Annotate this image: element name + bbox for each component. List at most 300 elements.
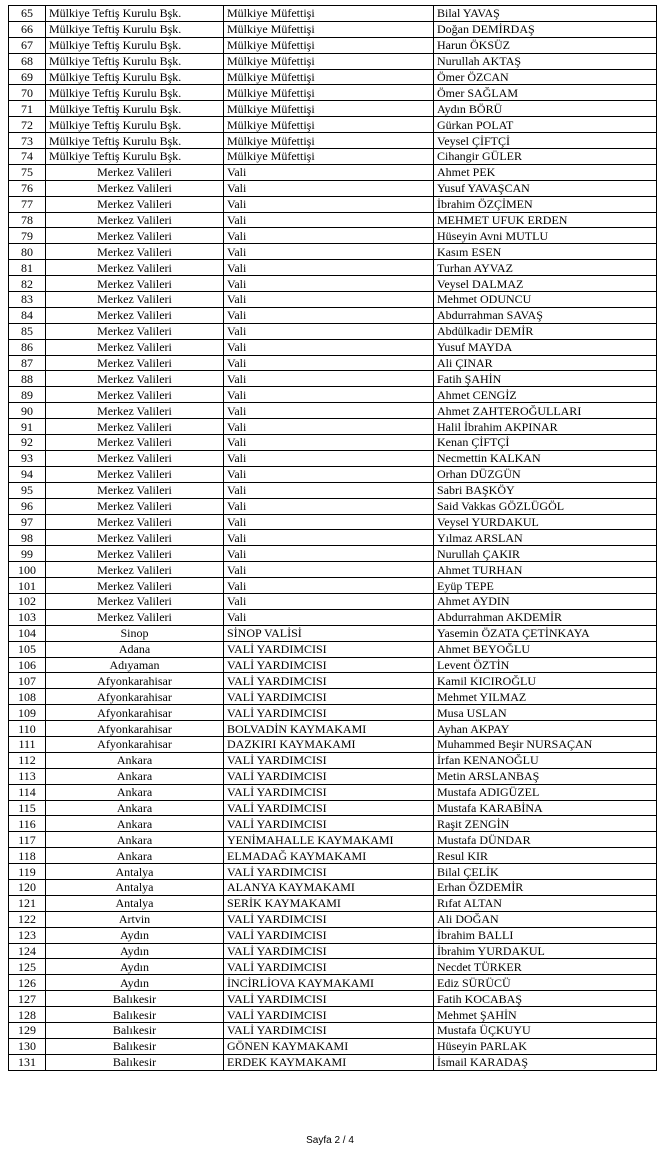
name-cell: Musa USLAN [434,705,657,721]
position-cell: Vali [224,403,434,419]
position-cell: VALİ YARDIMCISI [224,705,434,721]
name-cell: Nurullah ÇAKIR [434,546,657,562]
position-cell: Mülkiye Müfettişi [224,149,434,165]
row-number-cell: 101 [9,578,46,594]
position-cell: Vali [224,435,434,451]
table-row [9,673,657,689]
name-cell: Necdet TÜRKER [434,959,657,975]
row-number-cell: 110 [9,721,46,737]
table-row [9,1007,657,1023]
unit-cell: Balıkesir [46,1007,224,1023]
name-cell: Ediz SÜRÜCÜ [434,975,657,991]
position-cell: SERİK KAYMAKAMI [224,895,434,911]
name-cell: Hüseyin PARLAK [434,1038,657,1054]
row-number-cell: 75 [9,164,46,180]
unit-cell: Afyonkarahisar [46,736,224,752]
name-cell: İsmail KARADAŞ [434,1054,657,1070]
name-cell: Erhan ÖZDEMİR [434,879,657,895]
position-cell: Vali [224,276,434,292]
unit-cell: Ankara [46,800,224,816]
table-row [9,260,657,276]
table-row [9,562,657,578]
unit-cell: Aydın [46,943,224,959]
unit-cell: Merkez Valileri [46,403,224,419]
position-cell: VALİ YARDIMCISI [224,641,434,657]
unit-cell: Ankara [46,816,224,832]
row-number-cell: 108 [9,689,46,705]
position-cell: Vali [224,593,434,609]
row-number-cell: 130 [9,1038,46,1054]
position-cell: DAZKIRI KAYMAKAMI [224,736,434,752]
table-row [9,657,657,673]
table-row [9,689,657,705]
row-number-cell: 65 [9,6,46,22]
position-cell: VALİ YARDIMCISI [224,800,434,816]
position-cell: BOLVADİN KAYMAKAMI [224,721,434,737]
name-cell: Nurullah AKTAŞ [434,53,657,69]
table-row [9,180,657,196]
table-row [9,975,657,991]
position-cell: VALİ YARDIMCISI [224,911,434,927]
table-row [9,832,657,848]
table-row [9,609,657,625]
table-row [9,244,657,260]
position-cell: GÖNEN KAYMAKAMI [224,1038,434,1054]
personnel-table [8,5,657,1071]
position-cell: VALİ YARDIMCISI [224,768,434,784]
position-cell: Vali [224,387,434,403]
position-cell: Vali [224,419,434,435]
name-cell: Ahmet AYDIN [434,593,657,609]
unit-cell: Merkez Valileri [46,371,224,387]
unit-cell: Merkez Valileri [46,164,224,180]
row-number-cell: 89 [9,387,46,403]
unit-cell: Merkez Valileri [46,244,224,260]
unit-cell: Merkez Valileri [46,530,224,546]
row-number-cell: 99 [9,546,46,562]
position-cell: Mülkiye Müfettişi [224,37,434,53]
table-row [9,800,657,816]
table-row [9,736,657,752]
unit-cell: Merkez Valileri [46,228,224,244]
position-cell: Vali [224,466,434,482]
name-cell: Mustafa ADIGÜZEL [434,784,657,800]
row-number-cell: 71 [9,101,46,117]
name-cell: Kenan ÇİFTÇİ [434,435,657,451]
unit-cell: Merkez Valileri [46,578,224,594]
name-cell: MEHMET UFUK ERDEN [434,212,657,228]
unit-cell: Merkez Valileri [46,466,224,482]
name-cell: Yusuf YAVAŞCAN [434,180,657,196]
name-cell: Mehmet ODUNCU [434,292,657,308]
position-cell: Vali [224,498,434,514]
row-number-cell: 66 [9,21,46,37]
name-cell: Ahmet TURHAN [434,562,657,578]
position-cell: Vali [224,514,434,530]
table-row [9,1023,657,1039]
unit-cell: Artvin [46,911,224,927]
table-row [9,276,657,292]
row-number-cell: 78 [9,212,46,228]
row-number-cell: 116 [9,816,46,832]
position-cell: Vali [224,609,434,625]
position-cell: VALİ YARDIMCISI [224,657,434,673]
row-number-cell: 83 [9,292,46,308]
position-cell: Mülkiye Müfettişi [224,101,434,117]
name-cell: Hüseyin Avni MUTLU [434,228,657,244]
row-number-cell: 82 [9,276,46,292]
row-number-cell: 100 [9,562,46,578]
name-cell: İbrahim YURDAKUL [434,943,657,959]
unit-cell: Merkez Valileri [46,498,224,514]
row-number-cell: 126 [9,975,46,991]
row-number-cell: 67 [9,37,46,53]
row-number-cell: 104 [9,625,46,641]
table-row [9,514,657,530]
unit-cell: Merkez Valileri [46,562,224,578]
unit-cell: Antalya [46,879,224,895]
position-cell: ELMADAĞ KAYMAKAMI [224,848,434,864]
row-number-cell: 81 [9,260,46,276]
table-row [9,784,657,800]
name-cell: Cihangir GÜLER [434,149,657,165]
position-cell: İNCİRLİOVA KAYMAKAMI [224,975,434,991]
unit-cell: Merkez Valileri [46,387,224,403]
row-number-cell: 112 [9,752,46,768]
name-cell: Fatih KOCABAŞ [434,991,657,1007]
table-row [9,530,657,546]
position-cell: Mülkiye Müfettişi [224,85,434,101]
name-cell: Turhan AYVAZ [434,260,657,276]
table-row [9,292,657,308]
row-number-cell: 109 [9,705,46,721]
unit-cell: Afyonkarahisar [46,705,224,721]
unit-cell: Ankara [46,832,224,848]
row-number-cell: 106 [9,657,46,673]
position-cell: ALANYA KAYMAKAMI [224,879,434,895]
row-number-cell: 102 [9,593,46,609]
table-row [9,1054,657,1070]
row-number-cell: 98 [9,530,46,546]
name-cell: Abdurrahman AKDEMİR [434,609,657,625]
table-row [9,943,657,959]
table-row [9,149,657,165]
page-number: Sayfa 2 / 4 [306,1135,354,1146]
table-row [9,768,657,784]
unit-cell: Mülkiye Teftiş Kurulu Bşk. [46,101,224,117]
row-number-cell: 123 [9,927,46,943]
position-cell: Mülkiye Müfettişi [224,133,434,149]
name-cell: Veysel DALMAZ [434,276,657,292]
name-cell: Aydın BÖRÜ [434,101,657,117]
name-cell: Fatih ŞAHİN [434,371,657,387]
table-row [9,641,657,657]
position-cell: Vali [224,180,434,196]
unit-cell: Antalya [46,895,224,911]
position-cell: Vali [224,212,434,228]
position-cell: Vali [224,482,434,498]
row-number-cell: 72 [9,117,46,133]
table-row [9,498,657,514]
position-cell: VALİ YARDIMCISI [224,927,434,943]
table-row [9,164,657,180]
table-row [9,705,657,721]
name-cell: Mustafa DÜNDAR [434,832,657,848]
row-number-cell: 117 [9,832,46,848]
name-cell: Abdurrahman SAVAŞ [434,307,657,323]
table-row [9,69,657,85]
table-row [9,593,657,609]
name-cell: Ahmet ZAHTEROĞULLARI [434,403,657,419]
unit-cell: Mülkiye Teftiş Kurulu Bşk. [46,117,224,133]
name-cell: Eyüp TEPE [434,578,657,594]
row-number-cell: 119 [9,864,46,880]
table-row [9,307,657,323]
position-cell: Vali [224,578,434,594]
unit-cell: Antalya [46,864,224,880]
name-cell: Gürkan POLAT [434,117,657,133]
table-row [9,371,657,387]
name-cell: Ali ÇINAR [434,355,657,371]
table-row [9,117,657,133]
position-cell: Vali [224,307,434,323]
position-cell: YENİMAHALLE KAYMAKAMI [224,832,434,848]
name-cell: Yusuf MAYDA [434,339,657,355]
row-number-cell: 91 [9,419,46,435]
row-number-cell: 120 [9,879,46,895]
row-number-cell: 127 [9,991,46,1007]
unit-cell: Merkez Valileri [46,546,224,562]
position-cell: VALİ YARDIMCISI [224,752,434,768]
table-row [9,752,657,768]
row-number-cell: 70 [9,85,46,101]
name-cell: Veysel YURDAKUL [434,514,657,530]
name-cell: İbrahim BALLI [434,927,657,943]
table-row [9,85,657,101]
row-number-cell: 122 [9,911,46,927]
position-cell: Vali [224,371,434,387]
position-cell: VALİ YARDIMCISI [224,673,434,689]
row-number-cell: 90 [9,403,46,419]
name-cell: Doğan DEMİRDAŞ [434,21,657,37]
position-cell: Vali [224,546,434,562]
row-number-cell: 128 [9,1007,46,1023]
unit-cell: Merkez Valileri [46,339,224,355]
table-row [9,959,657,975]
name-cell: Necmettin KALKAN [434,450,657,466]
table-row [9,546,657,562]
row-number-cell: 124 [9,943,46,959]
position-cell: Vali [224,164,434,180]
table-row [9,355,657,371]
table-row [9,1038,657,1054]
name-cell: Sabri BAŞKÖY [434,482,657,498]
position-cell: Mülkiye Müfettişi [224,69,434,85]
unit-cell: Afyonkarahisar [46,673,224,689]
row-number-cell: 118 [9,848,46,864]
unit-cell: Sinop [46,625,224,641]
row-number-cell: 93 [9,450,46,466]
unit-cell: Ankara [46,752,224,768]
table-row [9,37,657,53]
row-number-cell: 94 [9,466,46,482]
unit-cell: Ankara [46,768,224,784]
table-row [9,991,657,1007]
name-cell: Said Vakkas GÖZLÜGÖL [434,498,657,514]
table-row [9,927,657,943]
row-number-cell: 96 [9,498,46,514]
name-cell: Ahmet CENGİZ [434,387,657,403]
unit-cell: Mülkiye Teftiş Kurulu Bşk. [46,69,224,85]
position-cell: ERDEK KAYMAKAMI [224,1054,434,1070]
unit-cell: Merkez Valileri [46,276,224,292]
table-row [9,419,657,435]
row-number-cell: 131 [9,1054,46,1070]
unit-cell: Balıkesir [46,991,224,1007]
table-row [9,450,657,466]
table-row [9,816,657,832]
table-row [9,212,657,228]
name-cell: Ahmet BEYOĞLU [434,641,657,657]
unit-cell: Afyonkarahisar [46,721,224,737]
unit-cell: Mülkiye Teftiş Kurulu Bşk. [46,85,224,101]
position-cell: SİNOP VALİSİ [224,625,434,641]
row-number-cell: 74 [9,149,46,165]
name-cell: Metin ARSLANBAŞ [434,768,657,784]
name-cell: Bilal YAVAŞ [434,6,657,22]
position-cell: Vali [224,196,434,212]
table-row [9,482,657,498]
table-row [9,466,657,482]
name-cell: Ayhan AKPAY [434,721,657,737]
position-cell: Mülkiye Müfettişi [224,53,434,69]
position-cell: Vali [224,562,434,578]
table-row [9,323,657,339]
name-cell: Ömer ÖZCAN [434,69,657,85]
name-cell: Raşit ZENGİN [434,816,657,832]
row-number-cell: 84 [9,307,46,323]
position-cell: Vali [224,260,434,276]
name-cell: Mustafa ÜÇKUYU [434,1023,657,1039]
row-number-cell: 115 [9,800,46,816]
row-number-cell: 87 [9,355,46,371]
unit-cell: Merkez Valileri [46,435,224,451]
unit-cell: Merkez Valileri [46,593,224,609]
row-number-cell: 107 [9,673,46,689]
row-number-cell: 103 [9,609,46,625]
name-cell: Harun ÖKSÜZ [434,37,657,53]
position-cell: Vali [224,530,434,546]
unit-cell: Ankara [46,784,224,800]
name-cell: İbrahim ÖZÇİMEN [434,196,657,212]
unit-cell: Mülkiye Teftiş Kurulu Bşk. [46,6,224,22]
unit-cell: Aydın [46,927,224,943]
position-cell: VALİ YARDIMCISI [224,816,434,832]
position-cell: Vali [224,323,434,339]
unit-cell: Mülkiye Teftiş Kurulu Bşk. [46,53,224,69]
row-number-cell: 113 [9,768,46,784]
table-row [9,101,657,117]
unit-cell: Merkez Valileri [46,307,224,323]
unit-cell: Merkez Valileri [46,355,224,371]
table-row [9,625,657,641]
position-cell: VALİ YARDIMCISI [224,784,434,800]
row-number-cell: 129 [9,1023,46,1039]
position-cell: Vali [224,244,434,260]
row-number-cell: 105 [9,641,46,657]
table-row [9,864,657,880]
name-cell: Levent ÖZTİN [434,657,657,673]
row-number-cell: 77 [9,196,46,212]
position-cell: VALİ YARDIMCISI [224,689,434,705]
unit-cell: Merkez Valileri [46,609,224,625]
table-row [9,403,657,419]
name-cell: Muhammed Beşir NURSAÇAN [434,736,657,752]
unit-cell: Mülkiye Teftiş Kurulu Bşk. [46,133,224,149]
row-number-cell: 69 [9,69,46,85]
table-row [9,339,657,355]
row-number-cell: 73 [9,133,46,149]
table-row [9,387,657,403]
name-cell: Rıfat ALTAN [434,895,657,911]
unit-cell: Balıkesir [46,1023,224,1039]
position-cell: Mülkiye Müfettişi [224,6,434,22]
unit-cell: Merkez Valileri [46,212,224,228]
table-row [9,879,657,895]
position-cell: VALİ YARDIMCISI [224,991,434,1007]
unit-cell: Balıkesir [46,1054,224,1070]
unit-cell: Merkez Valileri [46,323,224,339]
position-cell: VALİ YARDIMCISI [224,864,434,880]
position-cell: Vali [224,228,434,244]
name-cell: Mehmet YILMAZ [434,689,657,705]
table-row [9,133,657,149]
table-row [9,895,657,911]
name-cell: İrfan KENANOĞLU [434,752,657,768]
name-cell: Halil İbrahim AKPINAR [434,419,657,435]
name-cell: Kamil KICIROĞLU [434,673,657,689]
unit-cell: Adıyaman [46,657,224,673]
table-row [9,911,657,927]
table-row [9,53,657,69]
position-cell: VALİ YARDIMCISI [224,1023,434,1039]
position-cell: Vali [224,450,434,466]
row-number-cell: 68 [9,53,46,69]
row-number-cell: 85 [9,323,46,339]
row-number-cell: 80 [9,244,46,260]
row-number-cell: 86 [9,339,46,355]
unit-cell: Mülkiye Teftiş Kurulu Bşk. [46,37,224,53]
table-row [9,6,657,22]
row-number-cell: 125 [9,959,46,975]
row-number-cell: 79 [9,228,46,244]
position-cell: VALİ YARDIMCISI [224,1007,434,1023]
row-number-cell: 121 [9,895,46,911]
table-row [9,228,657,244]
row-number-cell: 97 [9,514,46,530]
unit-cell: Afyonkarahisar [46,689,224,705]
unit-cell: Merkez Valileri [46,419,224,435]
name-cell: Ahmet PEK [434,164,657,180]
unit-cell: Merkez Valileri [46,196,224,212]
name-cell: Ali DOĞAN [434,911,657,927]
name-cell: Mehmet ŞAHİN [434,1007,657,1023]
unit-cell: Aydın [46,959,224,975]
table-row [9,21,657,37]
unit-cell: Merkez Valileri [46,514,224,530]
name-cell: Bilal ÇELİK [434,864,657,880]
unit-cell: Merkez Valileri [46,450,224,466]
